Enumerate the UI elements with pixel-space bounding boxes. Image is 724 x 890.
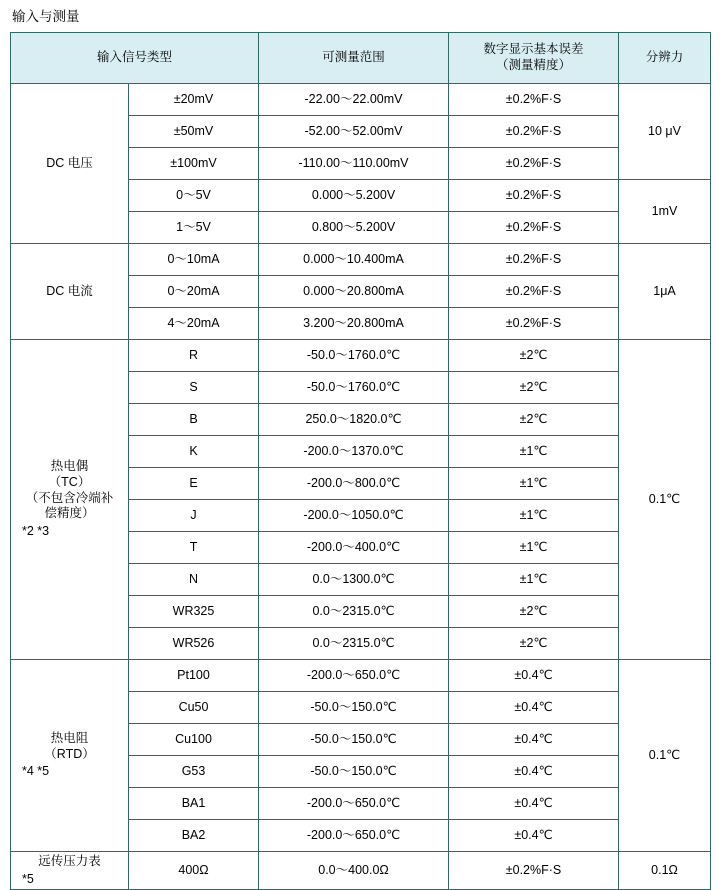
signal-group-label: [11, 852, 129, 890]
measurable-range-cell: 0.000～5.200V: [259, 180, 449, 212]
page-title: 输入与测量: [12, 9, 80, 24]
signal-group-label: [11, 244, 129, 340]
measurable-range-cell: 0.0～1300.0℃: [259, 564, 449, 596]
signal-type-cell: T: [129, 532, 259, 564]
specifications-table: [10, 32, 711, 890]
measurable-range-cell: -200.0～1370.0℃: [259, 436, 449, 468]
signal-group-label-line: （不包含冷端补: [25, 490, 114, 505]
measurable-range-cell: -50.0～150.0℃: [259, 724, 449, 756]
signal-type-cell: G53: [129, 756, 259, 788]
display-error-cell: ±0.4℃: [449, 724, 619, 756]
measurable-range-cell: 0.800～5.200V: [259, 212, 449, 244]
display-error-cell: ±2℃: [449, 340, 619, 372]
resolution-cell: 0.1℃: [619, 340, 711, 660]
signal-type-cell: N: [129, 564, 259, 596]
display-error-cell: ±1℃: [449, 532, 619, 564]
resolution-cell: 1mV: [619, 180, 711, 244]
table-row: [11, 340, 711, 372]
display-error-cell: ±0.4℃: [449, 788, 619, 820]
table-body: [11, 84, 711, 890]
table-row: [11, 244, 711, 276]
measurable-range-cell: 3.200～20.800mA: [259, 308, 449, 340]
measurable-range-cell: -50.0～1760.0℃: [259, 340, 449, 372]
column-header-display-error-line1: 数字显示基本误差: [483, 42, 584, 57]
signal-group-label-line: DC 电流: [46, 283, 93, 298]
signal-type-cell: 0～20mA: [129, 276, 259, 308]
display-error-cell: ±2℃: [449, 596, 619, 628]
display-error-cell: ±0.2%F·S: [449, 116, 619, 148]
signal-type-cell: E: [129, 468, 259, 500]
measurable-range-cell: -50.0～150.0℃: [259, 756, 449, 788]
display-error-cell: ±0.4℃: [449, 756, 619, 788]
display-error-cell: ±0.2%F·S: [449, 84, 619, 116]
signal-group-footnote: *2 *3: [22, 523, 50, 538]
signal-group-label: [11, 340, 129, 660]
signal-type-cell: WR325: [129, 596, 259, 628]
signal-type-cell: R: [129, 340, 259, 372]
signal-type-cell: J: [129, 500, 259, 532]
column-header-display-error-line2: （测量精度）: [496, 58, 572, 72]
signal-group-label-line: DC 电压: [46, 155, 93, 170]
signal-type-cell: B: [129, 404, 259, 436]
signal-type-cell: S: [129, 372, 259, 404]
signal-group-label-line: （TC）: [48, 475, 91, 490]
signal-group-footnote: *5: [22, 871, 34, 886]
signal-type-cell: Cu100: [129, 724, 259, 756]
signal-type-cell: BA1: [129, 788, 259, 820]
column-header-measurable-range: 可测量范围: [259, 33, 449, 84]
signal-group-label-line: 远传压力表: [38, 854, 101, 868]
signal-group-label: [11, 660, 129, 852]
signal-type-cell: ±100mV: [129, 148, 259, 180]
measurable-range-cell: -200.0～650.0℃: [259, 820, 449, 852]
measurable-range-cell: 0.0～2315.0℃: [259, 596, 449, 628]
measurable-range-cell: -22.00～22.00mV: [259, 84, 449, 116]
display-error-cell: ±2℃: [449, 628, 619, 660]
header-row: [11, 33, 711, 84]
signal-group-label-line: 热电偶: [50, 459, 89, 474]
signal-type-cell: 0～10mA: [129, 244, 259, 276]
display-error-cell: ±2℃: [449, 404, 619, 436]
signal-group-footnote: *4 *5: [22, 764, 50, 779]
measurable-range-cell: -50.0～1760.0℃: [259, 372, 449, 404]
display-error-cell: ±0.2%F·S: [449, 276, 619, 308]
measurable-range-cell: -200.0～800.0℃: [259, 468, 449, 500]
signal-type-cell: ±50mV: [129, 116, 259, 148]
display-error-cell: ±0.4℃: [449, 660, 619, 692]
signal-type-cell: BA2: [129, 820, 259, 852]
signal-type-cell: 4～20mA: [129, 308, 259, 340]
display-error-cell: ±0.2%F·S: [449, 308, 619, 340]
display-error-cell: ±1℃: [449, 436, 619, 468]
signal-type-cell: 1～5V: [129, 212, 259, 244]
resolution-cell: 10 μV: [619, 84, 711, 180]
measurable-range-cell: -200.0～650.0℃: [259, 788, 449, 820]
resolution-cell: 0.1℃: [619, 660, 711, 852]
column-header-input-signal-type: 输入信号类型: [11, 33, 259, 84]
signal-type-cell: WR526: [129, 628, 259, 660]
signal-type-cell: 400Ω: [129, 852, 259, 890]
signal-type-cell: Pt100: [129, 660, 259, 692]
display-error-cell: ±1℃: [449, 564, 619, 596]
measurable-range-cell: 0.0～400.0Ω: [259, 852, 449, 890]
display-error-cell: ±1℃: [449, 468, 619, 500]
measurable-range-cell: -200.0～650.0℃: [259, 660, 449, 692]
display-error-cell: ±2℃: [449, 372, 619, 404]
display-error-cell: ±0.2%F·S: [449, 212, 619, 244]
signal-group-label-line: 偿精度）: [44, 506, 95, 521]
column-header-display-error: [449, 33, 619, 84]
resolution-cell: 1μA: [619, 244, 711, 340]
measurable-range-cell: 0.000～10.400mA: [259, 244, 449, 276]
table-row: [11, 852, 711, 890]
measurable-range-cell: -200.0～1050.0℃: [259, 500, 449, 532]
signal-type-cell: Cu50: [129, 692, 259, 724]
signal-type-cell: ±20mV: [129, 84, 259, 116]
column-header-resolution: 分辨力: [619, 33, 711, 84]
table-row: [11, 660, 711, 692]
display-error-cell: ±0.2%F·S: [449, 852, 619, 890]
measurable-range-cell: -110.00～110.00mV: [259, 148, 449, 180]
measurable-range-cell: 0.000～20.800mA: [259, 276, 449, 308]
measurable-range-cell: -52.00～52.00mV: [259, 116, 449, 148]
display-error-cell: ±0.4℃: [449, 692, 619, 724]
signal-type-cell: K: [129, 436, 259, 468]
signal-type-cell: 0～5V: [129, 180, 259, 212]
display-error-cell: ±0.2%F·S: [449, 244, 619, 276]
table-row: [11, 84, 711, 116]
signal-group-label-line: （RTD）: [44, 746, 95, 761]
display-error-cell: ±0.4℃: [449, 820, 619, 852]
measurable-range-cell: -50.0～150.0℃: [259, 692, 449, 724]
measurable-range-cell: -200.0～400.0℃: [259, 532, 449, 564]
display-error-cell: ±0.2%F·S: [449, 148, 619, 180]
display-error-cell: ±0.2%F·S: [449, 180, 619, 212]
resolution-cell: 0.1Ω: [619, 852, 711, 890]
table-header: [11, 33, 711, 84]
measurable-range-cell: 0.0～2315.0℃: [259, 628, 449, 660]
signal-group-label: [11, 84, 129, 244]
signal-group-label-line: 热电阻: [50, 731, 89, 746]
measurable-range-cell: 250.0～1820.0℃: [259, 404, 449, 436]
display-error-cell: ±1℃: [449, 500, 619, 532]
